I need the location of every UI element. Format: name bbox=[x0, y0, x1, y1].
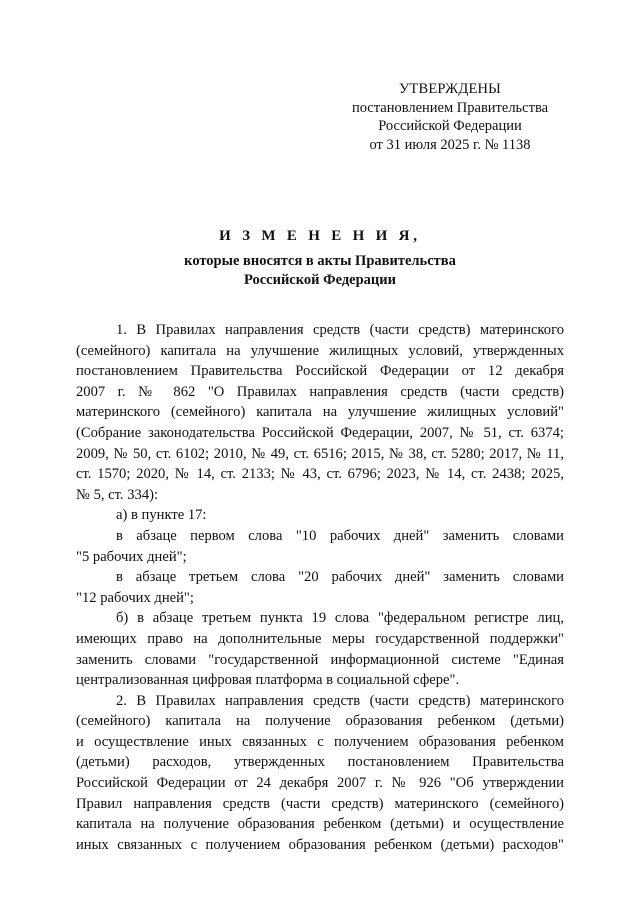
document-subtitle-line-1: которые вносятся в акты Правительства bbox=[184, 253, 456, 269]
body-line: иных связанных с получением образования ребенком (детьми) расходов" bbox=[76, 836, 564, 853]
body-line: в абзаце первом слова "10 рабочих дней" заменить словами bbox=[116, 527, 564, 544]
body-line: "5 рабочих дней"; bbox=[76, 548, 187, 565]
approval-title: УТВЕРЖДЕНЫ bbox=[398, 81, 502, 97]
body-line: Российской Федерации от 24 декабря 2007 г. № 926 "Об утверждении bbox=[76, 775, 564, 792]
document-heading bbox=[0, 226, 640, 289]
body-line: № 5, ст. 334): bbox=[76, 486, 159, 503]
body-line: имеющих право на дополнительные меры государственной поддержки" bbox=[76, 630, 564, 647]
body-line: 1. В Правилах направления средств (части средств) материнского bbox=[116, 322, 564, 338]
body-line: материнского (семейного) капитала на улучшение жилищных условий" bbox=[76, 404, 564, 421]
document-body bbox=[76, 320, 564, 855]
body-line: 2. В Правилах направления средств (части средств) материнского bbox=[116, 692, 564, 709]
document-subtitle-line-2: Российской Федерации bbox=[243, 271, 396, 288]
approval-stamp bbox=[330, 80, 570, 154]
approval-line-2: Российской Федерации bbox=[378, 118, 522, 134]
body-line: 2009, № 50, ст. 6102; 2010, № 49, ст. 6516; 2015, № 38, ст. 5280; 2017, № 11, bbox=[76, 445, 564, 462]
body-line: капитала на получение образования ребенком (детьми) и осуществление bbox=[76, 816, 564, 833]
body-line: а) в пункте 17: bbox=[116, 507, 207, 524]
approval-line-3: от 31 июля 2025 г. № 1138 bbox=[369, 136, 531, 153]
body-line: 2007 г. № 862 "О Правилах направления средств (части средств) bbox=[76, 383, 564, 400]
body-line: постановлением Правительства Российской Федерации от 12 декабря bbox=[76, 363, 564, 380]
approval-line-1: постановлением Правительства bbox=[351, 99, 549, 116]
body-line: (детьми) расходов, утвержденных постановлением Правительства bbox=[76, 754, 564, 771]
body-line: централизованная цифровая платформа в социальной сфере". bbox=[76, 672, 460, 689]
body-line: заменить словами "государственной информационной системе "Единая bbox=[76, 651, 564, 668]
body-line: "12 рабочих дней"; bbox=[76, 589, 194, 606]
body-line: (семейного) капитала на улучшение жилищных условий, утвержденных bbox=[76, 342, 564, 359]
body-line: б) в абзаце третьем пункта 19 слова "федеральном регистре лиц, bbox=[116, 610, 564, 627]
body-line: (Собрание законодательства Российской Федерации, 2007, № 51, ст. 6374; bbox=[76, 424, 564, 441]
body-line: и осуществление иных связанных с получением образования ребенком bbox=[76, 733, 564, 750]
document-title: И З М Е Н Е Н И Я, bbox=[219, 228, 421, 244]
body-line: Правил направления средств (части средств) материнского (семейного) bbox=[76, 795, 564, 812]
body-line: в абзаце третьем слова "20 рабочих дней" заменить словами bbox=[116, 569, 564, 586]
body-line: (семейного) капитала на получение образования ребенком (детьми) bbox=[76, 713, 564, 730]
body-line: ст. 1570; 2020, № 14, ст. 2133; № 43, ст. 6796; 2023, № 14, ст. 2438; 2025, bbox=[76, 466, 564, 483]
